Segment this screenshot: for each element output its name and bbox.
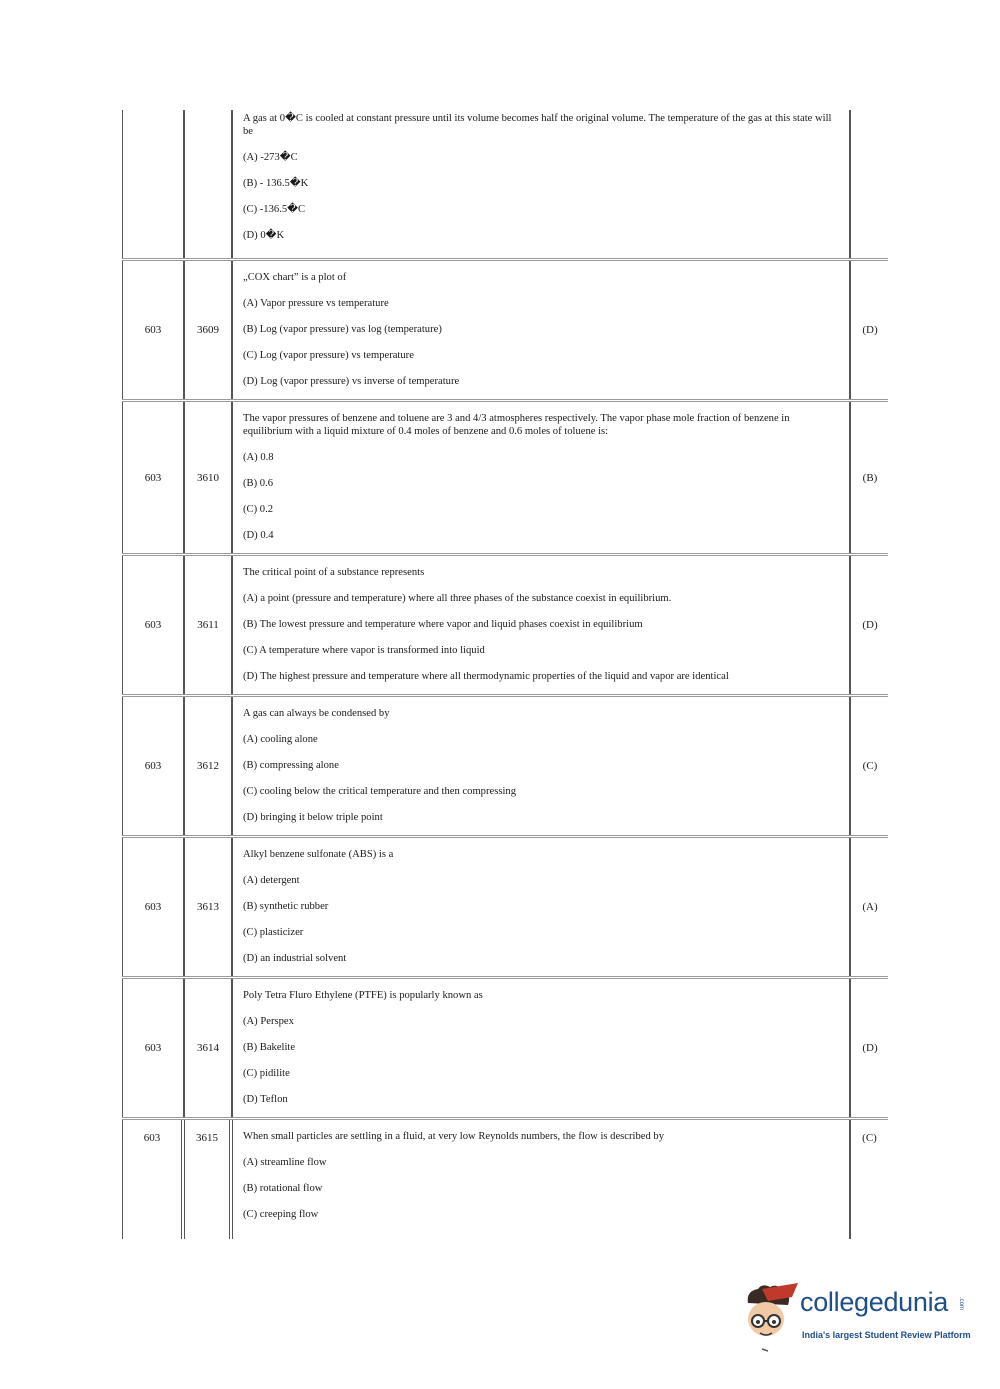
option-a: (A) detergent xyxy=(243,875,300,886)
table-row xyxy=(122,399,888,553)
question-cell xyxy=(232,979,850,1117)
option-d: (D) Log (vapor pressure) vs inverse of temperature xyxy=(243,376,460,387)
answer-cell: (D) xyxy=(850,556,889,694)
option-a: (A) 0.8 xyxy=(243,452,274,463)
question-text: A gas at 0�C is cooled at constant pressure until its volume becomes half the original volume. The temperature of the gas at this state will be xyxy=(243,113,832,137)
option-d: (D) The highest pressure and temperature where all thermodynamic properties of the liquid and vapor are identical xyxy=(243,671,729,682)
question-text: „COX chart” is a plot of xyxy=(243,272,347,283)
option-a: (A) -273�C xyxy=(243,152,298,163)
table-row xyxy=(122,110,888,258)
option-c: (C) pidilite xyxy=(243,1068,290,1079)
question-text: The critical point of a substance represents xyxy=(243,567,425,578)
question-cell xyxy=(232,402,850,553)
option-b: (B) Log (vapor pressure) vas log (temperature) xyxy=(243,324,442,335)
option-c: (C) cooling below the critical temperature and then compressing xyxy=(243,786,516,797)
question-cell xyxy=(232,110,850,258)
option-c: (C) -136.5�C xyxy=(243,204,306,215)
option-b: (B) 0.6 xyxy=(243,478,274,489)
answer-cell xyxy=(850,110,889,258)
option-a: (A) streamline flow xyxy=(243,1157,327,1168)
subject-code-cell: 603 xyxy=(122,1120,182,1239)
option-b: (B) The lowest pressure and temperature where vapor and liquid phases coexist in equilibrium xyxy=(243,619,643,630)
answer-cell: (D) xyxy=(850,261,889,399)
option-a: (A) Perspex xyxy=(243,1016,294,1027)
answer-cell: (C) xyxy=(850,697,889,835)
mascot-icon xyxy=(742,1283,800,1353)
logo-suffix: .com xyxy=(958,1297,964,1311)
question-cell xyxy=(232,1120,850,1239)
answer-cell: (D) xyxy=(850,979,889,1117)
answer-cell: (C) xyxy=(850,1120,888,1239)
question-number-cell xyxy=(184,110,232,258)
option-c: (C) plasticizer xyxy=(243,927,304,938)
question-number-cell: 3614 xyxy=(184,979,232,1117)
option-c: (C) creeping flow xyxy=(243,1209,319,1220)
question-text: The vapor pressures of benzene and toluene are 3 and 4/3 atmospheres respectively. The vapor phase mole fraction of benzene in equilibrium with a liquid mixture of 0.4 moles of benzene and 0.6 moles of toluene is: xyxy=(243,413,790,437)
option-d: (D) an industrial solvent xyxy=(243,953,347,964)
option-a: (A) cooling alone xyxy=(243,734,318,745)
table-row xyxy=(122,258,888,399)
answer-cell: (A) xyxy=(850,838,889,976)
option-c: (C) A temperature where vapor is transformed into liquid xyxy=(243,645,485,656)
question-cell xyxy=(232,697,850,835)
question-number-cell: 3611 xyxy=(184,556,232,694)
subject-code-cell: 603 xyxy=(122,979,184,1117)
question-number-cell: 3612 xyxy=(184,697,232,835)
option-a: (A) Vapor pressure vs temperature xyxy=(243,298,389,309)
question-text: A gas can always be condensed by xyxy=(243,708,390,719)
option-d: (D) bringing it below triple point xyxy=(243,812,383,823)
table-row xyxy=(122,553,888,694)
option-b: (B) - 136.5�K xyxy=(243,178,309,189)
option-c: (C) Log (vapor pressure) vs temperature xyxy=(243,350,414,361)
question-cell xyxy=(232,838,850,976)
table-row xyxy=(122,1117,888,1239)
option-b: (B) compressing alone xyxy=(243,760,339,771)
question-text: Alkyl benzene sulfonate (ABS) is a xyxy=(243,849,394,860)
collegedunia-logo[interactable] xyxy=(742,1283,971,1353)
logo-tagline: India's largest Student Review Platform xyxy=(802,1330,971,1340)
answer-cell: (B) xyxy=(850,402,889,553)
subject-code-cell: 603 xyxy=(122,261,184,399)
subject-code-cell: 603 xyxy=(122,838,184,976)
question-text: When small particles are settling in a fluid, at very low Reynolds numbers, the flow is described by xyxy=(243,1131,664,1142)
option-a: (A) a point (pressure and temperature) where all three phases of the substance coexist in equilibrium. xyxy=(243,593,672,604)
subject-code-cell: 603 xyxy=(122,402,184,553)
table-row xyxy=(122,694,888,835)
question-number-cell: 3609 xyxy=(184,261,232,399)
question-number-cell: 3615 xyxy=(184,1120,230,1239)
question-cell xyxy=(232,261,850,399)
subject-code-cell xyxy=(122,110,184,258)
option-b: (B) synthetic rubber xyxy=(243,901,329,912)
option-d: (D) Teflon xyxy=(243,1094,288,1105)
question-number-cell: 3613 xyxy=(184,838,232,976)
subject-code-cell: 603 xyxy=(122,697,184,835)
question-table xyxy=(122,110,888,1239)
logo-name: collegedunia xyxy=(800,1287,949,1317)
option-b: (B) Bakelite xyxy=(243,1042,296,1053)
option-c: (C) 0.2 xyxy=(243,504,274,515)
subject-code-cell: 603 xyxy=(122,556,184,694)
option-d: (D) 0�K xyxy=(243,230,285,241)
question-number-cell: 3610 xyxy=(184,402,232,553)
table-row xyxy=(122,976,888,1117)
option-b: (B) rotational flow xyxy=(243,1183,323,1194)
option-d: (D) 0.4 xyxy=(243,530,274,541)
question-text: Poly Tetra Fluro Ethylene (PTFE) is popularly known as xyxy=(243,990,483,1001)
table-row xyxy=(122,835,888,976)
question-cell xyxy=(232,556,850,694)
